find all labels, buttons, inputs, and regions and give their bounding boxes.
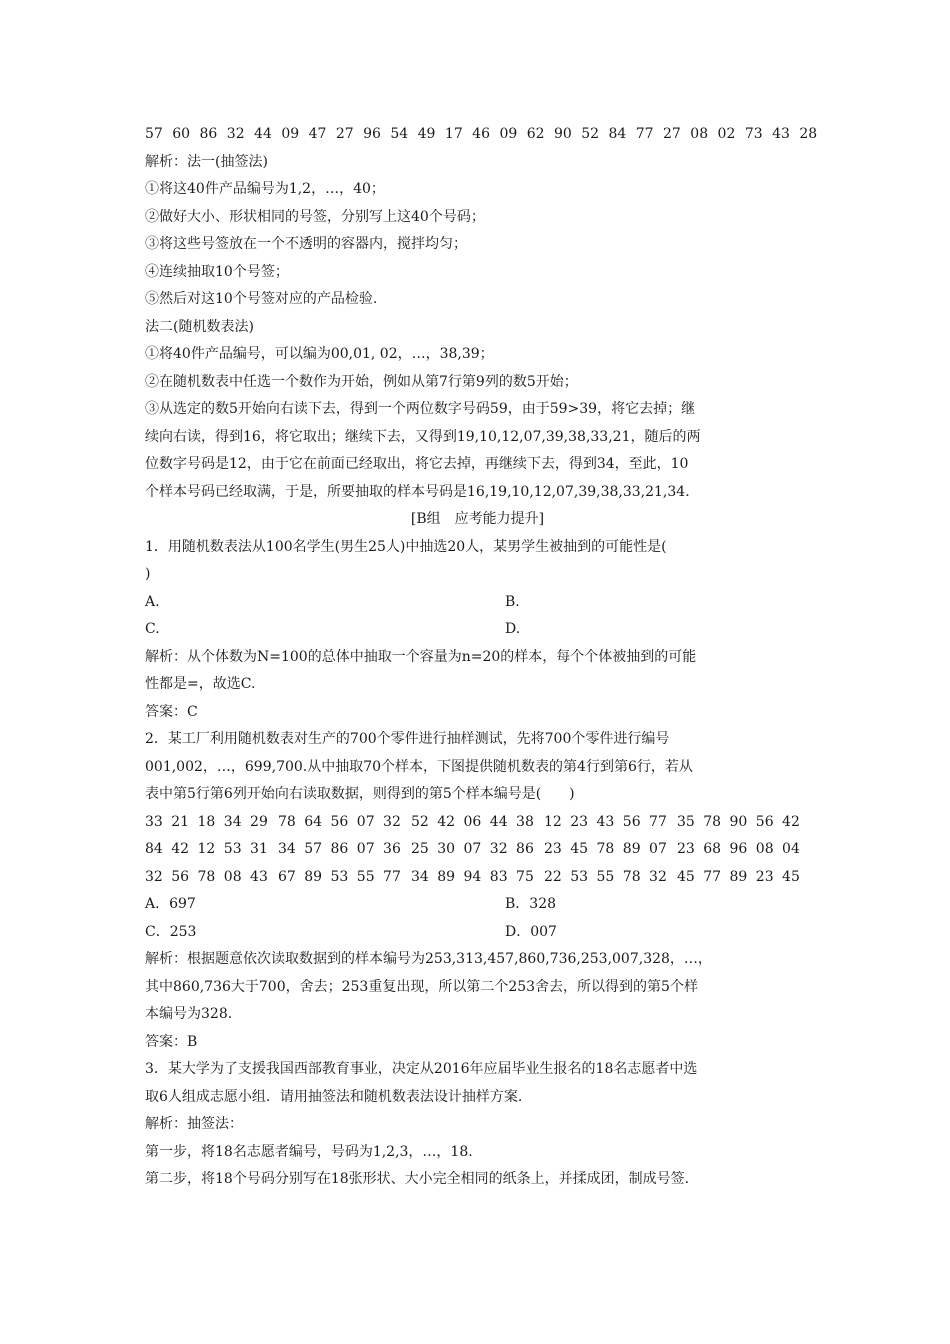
method1-step1: ①将这40件产品编号为1,2，…，40； xyxy=(145,181,385,197)
random-table-cell: 45 77 89 23 45 xyxy=(677,868,800,885)
question2-options-row2 xyxy=(145,919,810,947)
question2-options-row1 xyxy=(145,891,810,919)
question1-option-c: C. xyxy=(145,621,160,637)
random-table-cell: 23 68 96 08 04 xyxy=(677,841,800,857)
question2-option-c: C．253 xyxy=(145,923,197,940)
section-heading-b: [B组 应考能力提升] xyxy=(410,511,545,527)
method2-title: 法二(随机数表法) xyxy=(145,318,254,335)
question3-step2: 第二步，将18个号码分别写在18张形状、大小完全相同的纸条上，并揉成团，制成号签. xyxy=(145,1171,690,1187)
question2-solution-line1: 解析：根据题意依次读取数据到的样本编号为253,313,457,860,736,253,007,328，…， xyxy=(145,951,712,967)
random-table-cell: 33 21 18 34 29 xyxy=(145,813,268,830)
question3-line1: 3．某大学为了支援我国西部教育事业，决定从2016年应届毕业生报名的18名志愿者中选 xyxy=(145,1061,698,1077)
question3-solution-title: 解析：抽签法： xyxy=(145,1116,243,1132)
random-table-row xyxy=(145,809,810,837)
question2-solution-line3: 本编号为328. xyxy=(145,1006,233,1022)
question1-option-a: A. xyxy=(145,593,160,610)
method2-step1: ①将40件产品编号，可以编为00,01, 02，…，38,39； xyxy=(145,346,494,362)
method2-step3-line4: 个样本号码已经取满，于是，所要抽取的样本号码是16,19,10,12,07,39,38,33,21,34. xyxy=(145,483,690,500)
question2-option-a: A．697 xyxy=(145,896,196,912)
method1-step2: ②做好大小、形状相同的号签，分别写上这40个号码； xyxy=(145,208,485,225)
method2-step3-line1: ③从选定的数5开始向右读下去，得到一个两位数字号码59，由于59>39，将它去掉；继 xyxy=(145,401,696,417)
method1-step5: ⑤然后对这10个号签对应的产品检验. xyxy=(145,291,378,307)
question1-answer: 答案：C xyxy=(145,703,198,720)
question1-options-row1 xyxy=(145,589,810,617)
random-table-row xyxy=(145,864,810,892)
method1-title: 解析：法一(抽签法) xyxy=(145,153,268,170)
question3-step1: 第一步，将18名志愿者编号，号码为1,2,3，…，18. xyxy=(145,1143,473,1160)
question2-solution-line2: 其中860,736大于700，舍去；253重复出现，所以第二个253舍去，所以得到的第5个样 xyxy=(145,978,698,995)
question1-line1: 1．用随机数表法从100名学生(男生25人)中抽选20人，某男学生被抽到的可能性是( xyxy=(145,538,667,555)
question1-options-row2 xyxy=(145,616,810,644)
method1-step3: ③将这些号签放在一个不透明的容器内，搅拌均匀； xyxy=(145,236,467,252)
question2-option-d: D．007 xyxy=(505,923,557,940)
question1-option-d: D. xyxy=(505,621,521,637)
question1-option-b: B. xyxy=(505,593,520,610)
question1-line2: ) xyxy=(145,566,151,582)
random-table-cell: 34 89 94 83 75 xyxy=(411,868,534,885)
random-table-cell: 34 57 86 07 36 xyxy=(278,841,401,857)
random-table-cell: 23 45 78 89 07 xyxy=(544,841,667,857)
random-table-cell: 67 89 53 55 77 xyxy=(278,868,401,885)
question3-line2: 取6人组成志愿小组．请用抽签法和随机数表法设计抽样方案. xyxy=(145,1088,523,1105)
method2-step3-line2: 续向右读，得到16，将它取出；继续下去，又得到19,10,12,07,39,38,33,21，随后的两 xyxy=(145,428,701,445)
question1-solution-line2: 性都是=，故选C. xyxy=(145,676,256,692)
question2-answer: 答案：B xyxy=(145,1033,198,1050)
random-table-cell: 35 78 90 56 42 xyxy=(677,813,800,830)
method2-step2: ②在随机数表中任选一个数作为开始，例如从第7行第9列的数5开始； xyxy=(145,373,578,390)
random-table-cell: 12 23 43 56 77 xyxy=(544,813,667,830)
question2-line2: 001,002，…，699,700.从中抽取70个样本，下图提供随机数表的第4行到第6行，若从 xyxy=(145,758,693,775)
question1-solution-line1: 解析：从个体数为N=100的总体中抽取一个容量为n=20的样本，每个个体被抽到的可能 xyxy=(145,648,697,665)
random-table-cell: 22 53 55 78 32 xyxy=(544,868,667,885)
random-table-row xyxy=(145,836,810,864)
random-table-cell: 25 30 07 32 86 xyxy=(411,841,534,857)
question2-line1: 2．某工厂利用随机数表对生产的700个零件进行抽样测试，先将700个零件进行编号 xyxy=(145,731,670,747)
random-number-sequence: 57 60 86 32 44 09 47 27 96 54 49 17 46 09 62 90 52 84 77 27 08 02 73 43 28 xyxy=(145,126,818,142)
method2-step3-line3: 位数字号码是12，由于它在前面已经取出，将它去掉，再继续下去，得到34，至此，10 xyxy=(145,456,689,472)
random-table-cell: 84 42 12 53 31 xyxy=(145,841,268,857)
random-table-cell: 52 42 06 44 38 xyxy=(411,813,534,830)
random-table-cell: 32 56 78 08 43 xyxy=(145,868,268,885)
question2-option-b: B．328 xyxy=(505,896,557,912)
method1-step4: ④连续抽取10个号签； xyxy=(145,263,289,280)
question2-line3: 表中第5行第6列开始向右读取数据，则得到的第5个样本编号是( ) xyxy=(145,786,575,802)
document-page xyxy=(145,121,818,1194)
random-table-cell: 78 64 56 07 32 xyxy=(278,813,401,830)
